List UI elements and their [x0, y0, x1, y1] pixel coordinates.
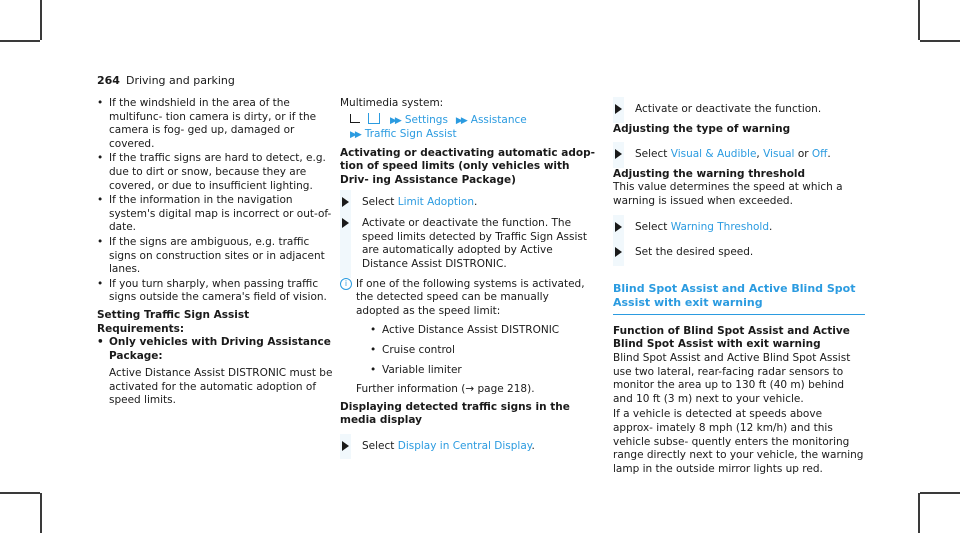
requirement-item: • Only vehicles with Driving Assistance Package: [97, 336, 337, 363]
crop-mark [920, 40, 960, 42]
crop-mark [918, 493, 920, 533]
setting-heading: Setting Traffic Sign Assist [97, 308, 250, 321]
path-arrow-icon [350, 114, 360, 123]
list-item: • If the traffic signs are hard to detect, e.g. due to dirt or snow, because they are covered, or due to insufficient lighting. [97, 152, 337, 193]
step-arrow-icon [342, 441, 349, 451]
list-item: • Variable limiter [370, 364, 595, 378]
function-text: Blind Spot Assist and Active Blind Spot Assist use two lateral, rear-facing radar sensors to monitor the area up to 130 ft (40 m) behind and 10 ft (3 m) next to your vehicle. [613, 351, 851, 405]
crop-mark [0, 40, 40, 42]
multimedia-label: Multimedia system: [340, 97, 444, 109]
list-item: • If you turn sharply, when passing traffic signs outside the camera's field of vision. [97, 278, 337, 305]
column-2 [340, 97, 595, 459]
step-arrow-icon [615, 104, 622, 114]
path-traffic-sign-assist[interactable]: Traffic Sign Assist [364, 128, 457, 141]
step-text: Select [362, 195, 395, 208]
function-heading: Function of Blind Spot Assist and Active Blind Spot Assist with exit warning [613, 324, 850, 351]
step-item: Select Display in Central Display. [340, 440, 595, 454]
list-item: • If the signs are ambiguous, e.g. traffic signs on construction sites or in adjacent lanes. [97, 236, 337, 277]
list-item: • Active Distance Assist DISTRONIC [370, 324, 595, 338]
option-visual-audible[interactable]: Visual & Audible [670, 148, 757, 161]
menu-path-cont [340, 128, 595, 143]
double-chevron-icon: ▶▶ [390, 115, 400, 126]
step-item: Select Limit Adoption. [340, 196, 595, 210]
info-note [340, 278, 595, 397]
option-warning-threshold[interactable]: Warning Threshold [670, 220, 770, 233]
section-title: Driving and parking [125, 74, 235, 87]
option-off[interactable]: Off [811, 148, 828, 161]
section-heading-bsa: Blind Spot Assist and Active Blind Spot Assist with exit warning [613, 282, 865, 315]
home-icon [368, 113, 380, 124]
requirements-heading: Requirements: [97, 322, 185, 335]
crop-mark [920, 492, 960, 494]
option-display-central[interactable]: Display in Central Display [397, 439, 532, 452]
option-visual[interactable]: Visual [763, 148, 795, 161]
list-item: • Cruise control [370, 344, 595, 358]
option-limit-adoption[interactable]: Limit Adoption [397, 195, 474, 208]
crop-mark [40, 0, 42, 40]
info-icon: i [340, 278, 352, 290]
step-text: Select [635, 148, 668, 161]
step-text: Set the desired speed. [635, 246, 754, 259]
menu-path [340, 113, 595, 129]
note-text: If one of the following systems is activated, the detected speed can be manually adopted as the speed limit: [356, 277, 585, 317]
threshold-text: This value determines the speed at which a warning is issued when exceeded. [613, 181, 843, 207]
list-item: • If the windshield in the area of the multifunc- tion camera is dirty, or if the camera is fog- ged up, damaged or covered. [97, 97, 337, 151]
path-assistance[interactable]: Assistance [470, 113, 527, 126]
column-1 [97, 97, 337, 408]
step-text: Activate or deactivate the function. The speed limits detected by Traffic Sign Assist are automatically adopted by Active Distance Assist DISTRONIC. [362, 217, 587, 270]
step-text: Select [635, 220, 668, 233]
requirement-text: Active Distance Assist DISTRONIC must be activated for the automatic adoption of speed limits. [109, 367, 333, 407]
displaying-heading: Displaying detected traffic signs in the media display [340, 400, 570, 427]
adj-threshold-heading: Adjusting the warning threshold [613, 167, 806, 180]
step-arrow-icon [342, 197, 349, 207]
step-arrow-icon [615, 149, 622, 159]
step-item [613, 246, 865, 260]
column-3 [613, 97, 865, 476]
detected-text: If a vehicle is detected at speeds above approx- imately 8 mph (12 km/h) and this vehicle subse- quently enters the monitoring range directly next to your vehicle, the warning lamp in the outside mirror lights up red. [613, 408, 864, 475]
step-item: Select Visual & Audible, Visual or Off. [613, 148, 865, 162]
page-number: 264 [97, 74, 120, 87]
adj-type-heading: Adjusting the type of warning [613, 122, 791, 135]
activating-heading: Activating or deactivating automatic adop- tion of speed limits (only vehicles with Driv- ing Assistance Package) [340, 146, 595, 186]
page-header [97, 74, 235, 87]
step-arrow-icon [615, 247, 622, 257]
double-chevron-icon: ▶▶ [455, 115, 466, 126]
step-item [613, 103, 865, 117]
step-text: or [797, 148, 809, 161]
step-arrow-icon [342, 218, 349, 228]
step-arrow-icon [615, 222, 622, 232]
path-settings[interactable]: Settings [404, 113, 448, 126]
crop-mark [0, 492, 40, 494]
step-text: Activate or deactivate the function. [635, 103, 822, 115]
double-chevron-icon: ▶▶ [350, 130, 360, 141]
step-item [340, 217, 595, 271]
crop-mark [40, 493, 42, 533]
step-item: Select Warning Threshold. [613, 221, 865, 235]
further-info[interactable]: Further information (→ page 218). [356, 383, 535, 396]
step-text: Select [362, 439, 395, 452]
list-item: • If the information in the navigation system's digital map is incorrect or out-of-date. [97, 194, 337, 235]
crop-mark [918, 0, 920, 40]
